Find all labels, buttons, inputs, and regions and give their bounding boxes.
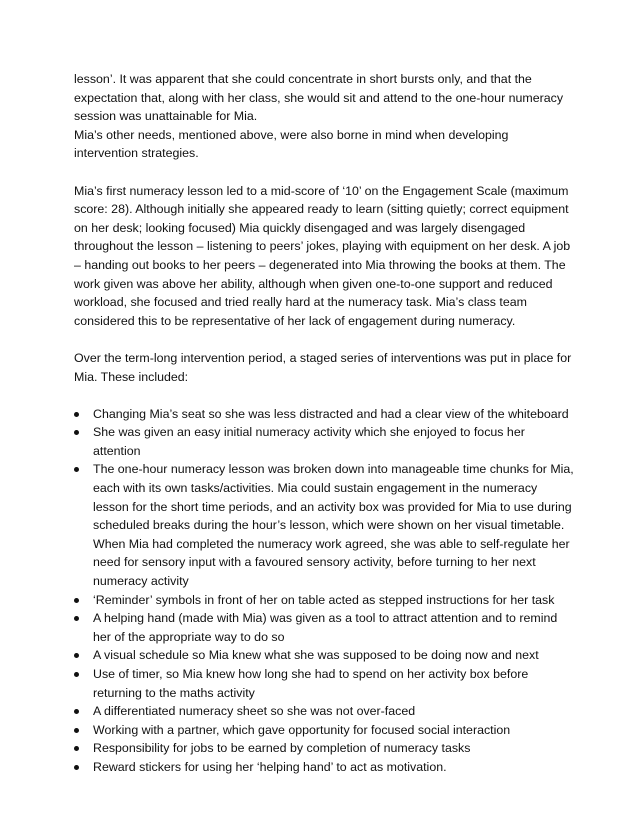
bullet-icon [74, 598, 79, 603]
list-item-text: She was given an easy initial numeracy activity which she enjoyed to focus her attention [93, 425, 525, 458]
paragraph-lesson-concentration: lesson’. It was apparent that she could concentrate in short bursts only, and that the expectation that, along with her class, she would sit and attend to the one-hour numeracy session was unattainable for Mia. [74, 72, 564, 124]
list-item [74, 423, 574, 460]
list-item [74, 405, 574, 424]
bullet-icon [74, 430, 79, 435]
bullet-icon [74, 765, 79, 770]
bullet-icon [74, 746, 79, 751]
list-item-text: Use of timer, so Mia knew how long she had to spend on her activity box before returning to the maths activity [93, 667, 529, 700]
paragraph-spacer [74, 386, 574, 405]
paragraph-other-needs: Mia’s other needs, mentioned above, were also borne in mind when developing intervention strategies. [74, 127, 509, 161]
list-item [74, 758, 574, 777]
list-item-text: A visual schedule so Mia knew what she was supposed to be doing now and next [93, 648, 539, 663]
list-item [74, 665, 574, 702]
list-item-text: Working with a partner, which gave opportunity for focused social interaction [93, 722, 511, 737]
bullet-icon [74, 653, 79, 658]
list-item [74, 460, 574, 590]
list-item-text: A differentiated numeracy sheet so she was not over-faced [93, 704, 416, 719]
list-item [74, 591, 574, 610]
bullet-icon [74, 672, 79, 677]
list-item [74, 646, 574, 665]
paragraph-spacer [74, 330, 574, 349]
bullet-icon [74, 412, 79, 417]
paragraph-spacer [74, 163, 574, 182]
interventions-list [74, 405, 574, 777]
list-item-text: Responsibility for jobs to be earned by completion of numeracy tasks [93, 741, 471, 756]
list-item-text: ‘Reminder’ symbols in front of her on table acted as stepped instructions for her task [93, 592, 555, 607]
bullet-icon [74, 616, 79, 621]
list-item [74, 721, 574, 740]
list-item-text: Changing Mia’s seat so she was less distracted and had a clear view of the whiteboard [93, 406, 569, 421]
list-item-text: A helping hand (made with Mia) was given as a tool to attract attention and to remind her of the appropriate way to do so [93, 611, 558, 644]
list-item [74, 609, 574, 646]
document-page [74, 70, 574, 777]
paragraph-engagement-score: Mia’s first numeracy lesson led to a mid-score of ‘10’ on the Engagement Scale (maximum score: 28). Although initially she appeared ready to learn (sitting quietly; correct equipment on her desk; looking focused) Mia quickly disengaged and was largely disengaged throughout the lesson – listening to peers’ jokes, playing with equipment on her desk. A job – handing out books to her peers – degenerated into Mia throwing the books at them. The work given was above her ability, although when given one-to-one support and reduced workload, she focused and tried really hard at the numeracy task. Mia’s class team considered this to be representative of her lack of engagement during numeracy. [74, 183, 571, 328]
list-item [74, 739, 574, 758]
bullet-icon [74, 709, 79, 714]
bullet-icon [74, 728, 79, 733]
list-item-text: The one-hour numeracy lesson was broken down into manageable time chunks for Mia, each with its own tasks/activities. Mia could sustain engagement in the numeracy lesson for the short time periods, and an activity box was provided for Mia to use during scheduled breaks during the hour’s lesson, which were shown on her visual timetable. When Mia had completed the numeracy work agreed, she was able to self-regulate her need for sensory input with a favoured sensory activity, before turning to her next numeracy activity [93, 462, 574, 589]
list-item-text: Reward stickers for using her ‘helping hand’ to act as motivation. [93, 759, 447, 774]
list-item [74, 702, 574, 721]
bullet-icon [74, 467, 79, 472]
paragraph-interventions-intro: Over the term-long intervention period, a staged series of interventions was put in place for Mia. These included: [74, 350, 572, 384]
